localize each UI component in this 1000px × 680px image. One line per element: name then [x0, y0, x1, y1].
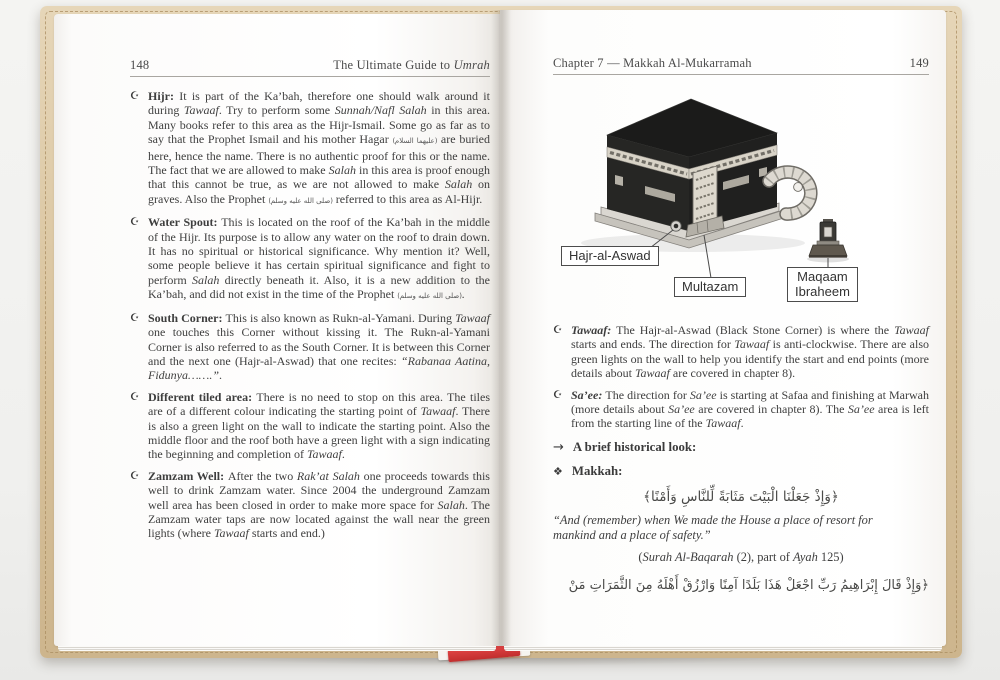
- bullet-paragraph: South Corner: This is also known as Rukn-al-Yamani. During Tawaaf one touches this Corner without kissing it. The Rukn-al-Yamani Corner is also referred to as the South Corner. It is between this Corner and the next one (Hajr-al-Aswad) that one recites: “Rabanaa Aatina, Fidunya…….”.: [148, 310, 490, 383]
- chapter-title: Chapter 7 — Makkah Al-Mukarramah: [553, 56, 752, 70]
- hijr-lamp-ball: [794, 183, 803, 192]
- makkah-label: Makkah:: [571, 463, 623, 478]
- bullet-item: [553, 388, 929, 431]
- bullet-item: [130, 469, 490, 541]
- maqaam-neck: [817, 241, 839, 245]
- arrow-icon: →: [553, 439, 564, 455]
- label-maqaam-line2: Ibraheem: [795, 284, 850, 299]
- bullet-paragraph: Sa’ee: The direction for Sa’ee is starting at Safaa and finishing at Marwah (more details about Sa’ee are covered in chapter 8). The Sa’ee area is left from the starting line of the Tawaaf.: [571, 387, 930, 431]
- bullet-item: [130, 215, 490, 303]
- crescent-bullet-icon: ☪: [130, 216, 140, 229]
- historical-look-label: A brief historical look:: [572, 439, 697, 454]
- maqaam-base-rim: [809, 255, 847, 258]
- page-right: [500, 10, 946, 646]
- crescent-bullet-icon: ☪: [130, 311, 140, 324]
- crescent-bullet-icon: ☪: [553, 324, 563, 336]
- right-page-header: [553, 56, 929, 75]
- kaaba-figure: [553, 83, 929, 317]
- page-left: [54, 14, 500, 646]
- left-bullet-list: [130, 89, 490, 541]
- maqaam-window: [824, 227, 832, 237]
- crescent-bullet-icon: ☪: [130, 469, 140, 482]
- bullet-item: [130, 89, 490, 208]
- bullet-item: [130, 390, 490, 462]
- black-stone: [674, 224, 679, 229]
- left-running-title: The Ultimate Guide to Umrah: [333, 58, 490, 72]
- bullet-item: [553, 323, 929, 381]
- diamond-bullet-icon: ❖: [553, 464, 563, 478]
- left-page-header: [130, 58, 490, 77]
- left-page-number: 148: [130, 58, 150, 72]
- right-bullet-list: [553, 323, 929, 431]
- bullet-paragraph: Different tiled area: There is no need to stop on this area. The tiles are of a different colour indicating the starting point of Tawaaf. There is also a green light on the wall to indicate the starting point. Also the middle floor and the roof both have a green light with a sign indicating the beginning and completion of Tawaaf.: [148, 389, 490, 462]
- bullet-item: [130, 311, 490, 383]
- bullet-paragraph: Water Spout: This is located on the roof of the Ka’bah in the middle of the Hijr. Its purpose is to allow any water on the roof to drain down. It has no spiritual or historical significance. Why mention it? Well, some people believe it has certain spiritual significance and fight to perform Salah directly beneath it. Also, it is a new addition to the Ka’bah, and did not exist in the time of the Prophet (صلى الله عليه وسلم).: [148, 215, 491, 302]
- verse-citation: (Surah Al-Baqarah (2), part of Ayah 125): [638, 549, 844, 564]
- arabic-verse-1: ﴿وَإِذْ جَعَلْنَا الْبَيْتَ مَثَابَةً لِّلنَّاسِ وَأَمْنًا﴾: [643, 488, 839, 505]
- label-maqaam-ibraheem: [787, 267, 858, 302]
- bullet-paragraph: Tawaaf: The Hajr-al-Aswad (Black Stone Corner) is where the Tawaaf starts and ends. The direction for Tawaaf is anti-clockwise. There are also green lights on the wall to help you identify the start and end points (more details about Tawaaf are covered in chapter 8).: [571, 323, 930, 381]
- label-hajr-al-aswad: Hajr-al-Aswad: [561, 246, 659, 266]
- label-multazam: Multazam: [674, 277, 746, 297]
- verse-translation: “And (remember) when We made the House a place of resort for mankind and a place of safety.”: [553, 512, 873, 543]
- maqaam-base: [809, 245, 847, 256]
- crescent-bullet-icon: ☪: [553, 388, 563, 401]
- crescent-bullet-icon: ☪: [130, 90, 140, 102]
- bullet-paragraph: Zamzam Well: After the two Rak’at Salah one proceeds towards this well to drink Zamzam water. Since 2004 the underground Zamzam well area has been closed in order to make more space for Salah. The Zamzam water taps are now located against the wall near the green lights (where Tawaaf starts and end.): [148, 468, 490, 541]
- makkah-heading: [553, 464, 929, 479]
- bullet-paragraph: Hijr: It is part of the Ka’bah, therefore one should walk around it during Tawaaf. Try to perform some Sunnah/Nafl Salah in this area. Many books refer to this area as the Hijr-Ismail. Some go as far as to say that the Prophet Ismail and his mother Hagar (عليهما السلام) are buried here, hence the name. There is no authentic proof for this or the name. The fact that we are allowed to make Salah in this area is proof enough that this cannot be true, as we are not allowed to make Salah on graves. Also the Prophet (صلى الله عليه وسلم) referred to this area as Al-Hijr.: [148, 89, 491, 206]
- historical-look-heading: [553, 440, 929, 455]
- right-page-number: 149: [909, 56, 929, 70]
- arabic-verse-2: ﴿وَإِذْ قَالَ إِبْرَاهِيمُ رَبِّ اجْعَلْ هَذَا بَلَدًا آمِنًا وَارْزُقْ أَهْلَهُ مِنَ الثَّمَرَاتِ مَنْ: [568, 577, 929, 593]
- label-maqaam-line1: Maqaam: [797, 269, 848, 284]
- crescent-bullet-icon: ☪: [130, 390, 140, 403]
